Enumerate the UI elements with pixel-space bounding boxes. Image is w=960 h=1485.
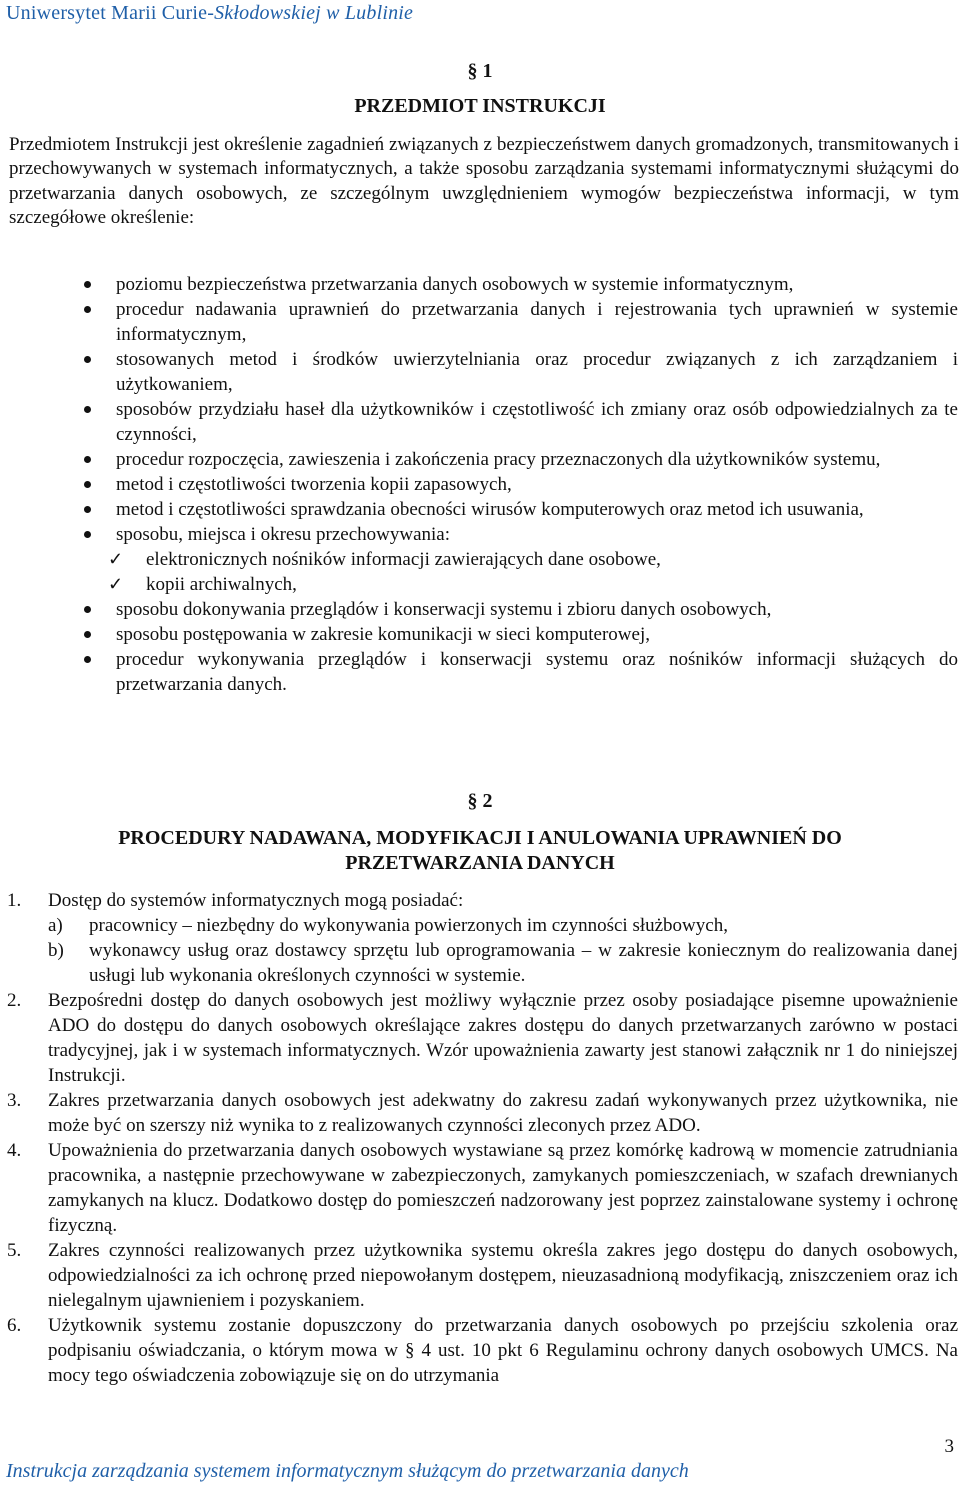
section-2-numbered-list [0,888,960,1388]
header-university-name-italic: Skłodowskiej w Lublinie [214,2,414,24]
bullet-dot-icon [84,506,91,513]
page-header [6,2,413,25]
page-footer: Instrukcja zarządzania systemem informatycznym służącym do przetwarzania danych [6,1460,689,1482]
bullet-dot-icon [84,281,91,288]
bullet-item: procedur wykonywania przeglądów i konserwacji systemu oraz nośników informacji służących do przetwarzania danych. [0,647,958,697]
bullet-item: sposobu postępowania w zakresie komunikacji w sieci komputerowej, [0,622,958,647]
bullet-item: sposobu, miejsca i okresu przechowywania: [0,522,958,547]
numbered-item: 1. Dostęp do systemów informatycznych mogą posiadać: [7,890,464,911]
bullet-item: metod i częstotliwości tworzenia kopii zapasowych, [0,472,958,497]
checkmark-icon: ✓ [108,574,124,594]
bullet-dot-icon [84,306,91,313]
checkmark-icon: ✓ [108,549,124,569]
bullet-item: sposobu dokonywania przeglądów i konserwacji systemu i zbioru danych osobowych, [0,597,958,622]
section-2-title-line2: PRZETWARZANIA DANYCH [345,852,615,874]
page-number: 3 [944,1436,954,1457]
section-1-intro: Przedmiotem Instrukcji jest określenie zagadnień związanych z bezpieczeństwem danych gromadzonych, transmitowanych i przechowywanych w systemach informatycznych, a także sposobu zarządzania systemami informatycznymi służącymi do przetwarzania danych osobowych, ze szczególnym uwzględnieniem wymogów bezpieczeństwa informacji, w tym szczegółowe określenie: [9,134,959,229]
lettered-item: b) wykonawcy usług oraz dostawcy sprzętu lub oprogramowania – w zakresie koniecznym do realizowania danej usługi lub wykonania określonych czynności w systemie. [48,940,958,986]
bullet-dot-icon [84,631,91,638]
bullet-dot-icon [84,356,91,363]
bullet-item: sposobów przydziału haseł dla użytkowników i częstotliwość ich zmiany oraz osób odpowiedzialnych za te czynności, [0,397,958,447]
section-2-title-line1: PROCEDURY NADAWANA, MODYFIKACJI I ANULOWANIA UPRAWNIEŃ DO [118,827,842,849]
numbered-item: 4. Upoważnienia do przetwarzania danych osobowych wystawiane są przez komórkę kadrową w momencie zatrudniania pracownika, a następnie przechowywane w zabezpieczonych, zamykanych pomieszczeniach, w szafach drewnianych zamykanych na klucz. Dodatkowo dostęp do pomieszczeń nadzorowany jest poprzez zainstalowane systemy i ochronę fizyczną. [7,1140,958,1236]
checkmark-sub-item: ✓ kopii archiwalnych, [108,574,297,595]
section-1-title: PRZEDMIOT INSTRUKCJI [354,95,606,117]
numbered-item: 6. Użytkownik systemu zostanie dopuszczony do przetwarzania danych osobowych po przejściu szkolenia oraz podpisaniu oświadczania, o którym mowa w § 4 ust. 10 pkt 6 Regulaminu ochrony danych osobowych UMCS. Na mocy tego oświadczenia zobowiązuje się on do utrzymania [7,1315,958,1386]
section-1-number: § 1 [467,60,493,82]
bullet-item: poziomu bezpieczeństwa przetwarzania danych osobowych w systemie informatycznym, [0,272,958,297]
bullet-item: metod i częstotliwości sprawdzania obecności wirusów komputerowych oraz metod ich usuwania, [0,497,958,522]
checkmark-sub-item: ✓ elektronicznych nośników informacji zawierających dane osobowe, [108,549,661,570]
bullet-dot-icon [84,606,91,613]
section-2-number: § 2 [467,790,493,812]
section-1-bullet-list [0,272,960,697]
lettered-item: a) pracownicy – niezbędny do wykonywania powierzonych im czynności służbowych, [48,915,728,936]
bullet-dot-icon [84,456,91,463]
bullet-item: procedur rozpoczęcia, zawieszenia i zakończenia pracy przeznaczonych dla użytkowników systemu, [0,447,958,472]
numbered-item: 5. Zakres czynności realizowanych przez użytkownika systemu określa zakres jego dostępu do danych osobowych, odpowiedzialności za ich ochronę przed niepowołanym dostępem, nieuzasadnioną modyfikacją, zniszczeniem oraz ich nielegalnym ujawnieniem i pozyskaniem. [7,1240,958,1311]
numbered-item: 3. Zakres przetwarzania danych osobowych jest adekwatny do zakresu zadań wykonywanych przez użytkownika, nie może być on szerszy niż wynika to z realizowanych czynności zleconych przez ADO. [7,1090,958,1136]
bullet-item: stosowanych metod i środków uwierzytelniania oraz procedur związanych z ich zarządzaniem i użytkowaniem, [0,347,958,397]
bullet-dot-icon [84,406,91,413]
bullet-dot-icon [84,531,91,538]
bullet-dot-icon [84,656,91,663]
bullet-dot-icon [84,481,91,488]
header-university-name: Uniwersytet Marii Curie- [6,2,215,24]
bullet-item: procedur nadawania uprawnień do przetwarzania danych i rejestrowania tych uprawnień w systemie informatycznym, [0,297,958,347]
numbered-item: 2. Bezpośredni dostęp do danych osobowych jest możliwy wyłącznie przez osoby posiadające pisemne upoważnienie ADO do dostępu do danych osobowych określające zakres dostępu do danych przetwarzanych zarówno w postaci tradycyjnej, jak i w systemach informatycznych. Wzór upoważnienia zawarty jest stanowi załącznik nr 1 do niniejszej Instrukcji. [7,990,958,1086]
